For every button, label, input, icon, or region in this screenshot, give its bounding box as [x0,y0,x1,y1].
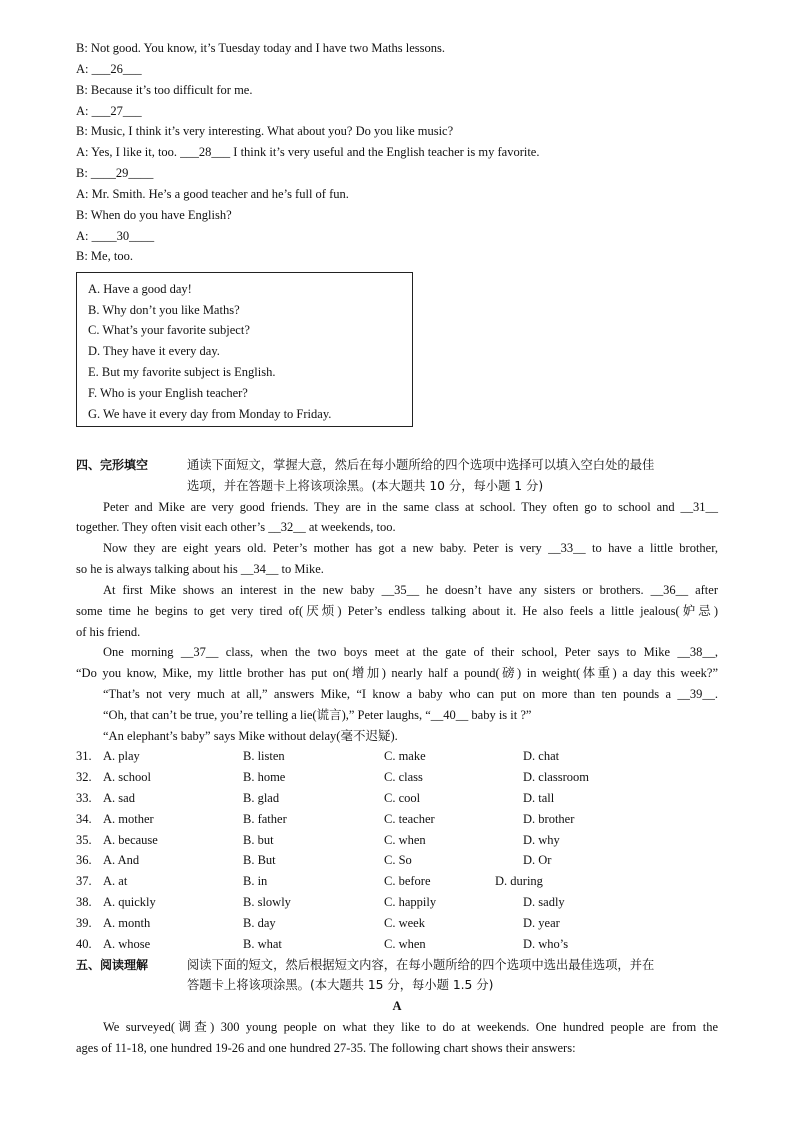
option-d: D. Or [523,853,552,867]
option-a: A. school [103,770,151,784]
question-number: 32. [76,770,92,784]
passage-line: “Do you know, Mike, my little brother has put on(增加) nearly half a pound(磅) in weight(体重) a day this week?” [76,666,718,680]
option-b: B. father [243,812,287,826]
question-number: 40. [76,937,92,951]
option-a: A. at [103,874,128,888]
option-c: C. before [384,874,431,888]
option-item: G. We have it every day from Monday to Friday. [88,407,332,421]
question-number: 33. [76,791,92,805]
option-c: C. cool [384,791,421,805]
option-item: E. But my favorite subject is English. [88,365,276,379]
option-b: B. home [243,770,286,784]
option-b: B. but [243,833,274,847]
passage-line: some time he begins to get very tired of(厌烦) Peter’s endless talking about it. He also feels a little jealous(妒忌) [76,604,718,618]
option-d: D. why [523,833,560,847]
option-c: C. when [384,937,426,951]
dialogue-line: A: Yes, I like it, too. ___28___ I think it’s very useful and the English teacher is my favorite. [76,145,540,159]
dialogue-line: B: Me, too. [76,249,133,263]
option-b: B. what [243,937,282,951]
option-b: B. glad [243,791,280,805]
dialogue-line: B: Because it’s too difficult for me. [76,83,253,97]
question-number: 38. [76,895,92,909]
section-instruction: 选项，并在答题卡上将该项涂黑。(本大题共 10 分，每小题 1 分) [187,479,544,493]
dialogue-line: A: Mr. Smith. He’s a good teacher and he’s full of fun. [76,187,349,201]
option-d: D. tall [523,791,555,805]
passage-line: together. They often visit each other’s __32__ at weekends, too. [76,520,396,534]
option-item: B. Why don’t you like Maths? [88,303,240,317]
dialogue-line: B: Not good. You know, it’s Tuesday today and I have two Maths lessons. [76,41,445,55]
options-box [76,272,413,427]
option-b: B. But [243,853,276,867]
option-c: C. teacher [384,812,435,826]
option-c: C. So [384,853,412,867]
section-heading: 四、完形填空 [76,458,149,472]
dialogue-line: A: ___26___ [76,62,142,76]
option-d: D. brother [523,812,575,826]
part-label: A [392,999,402,1013]
option-a: A. play [103,749,140,763]
section-instruction: 阅读下面的短文，然后根据短文内容，在每小题所给的四个选项中选出最佳选项，并在 [187,958,655,972]
option-c: C. when [384,833,426,847]
option-item: F. Who is your English teacher? [88,386,248,400]
dialogue-line: B: Music, I think it’s very interesting. What about you? Do you like music? [76,124,454,138]
question-number: 36. [76,853,92,867]
option-a: A. And [103,853,140,867]
passage-line: “That’s not very much at all,” answers Mike, “I know a baby who can put on more than ten pounds a __39__. [103,687,718,701]
question-number: 34. [76,812,92,826]
option-c: C. class [384,770,423,784]
dialogue-line: B: When do you have English? [76,208,232,222]
option-b: B. day [243,916,276,930]
option-c: C. week [384,916,425,930]
passage-line: ages of 11-18, one hundred 19-26 and one hundred 27-35. The following chart shows their answers: [76,1041,576,1055]
option-item: A. Have a good day! [88,282,192,296]
option-a: A. whose [103,937,151,951]
section-instruction: 通读下面短文，掌握大意，然后在每小题所给的四个选项中选择可以填入空白处的最佳 [187,458,655,472]
option-a: A. sad [103,791,135,805]
question-number: 31. [76,749,92,763]
section-heading: 五、阅读理解 [76,958,149,972]
option-b: B. listen [243,749,285,763]
option-a: A. quickly [103,895,156,909]
option-b: B. slowly [243,895,291,909]
passage-line: We surveyed(调查) 300 young people on what they like to do at weekends. One hundred people are from the [103,1020,718,1034]
passage-line: Now they are eight years old. Peter’s mother has got a new baby. Peter is very __33__ to have a little brother, [103,541,718,555]
option-d: D. during [495,874,543,888]
passage-line: One morning __37__ class, when the two boys meet at the gate of their school, Peter says to Mike __38__, [103,645,718,659]
option-item: D. They have it every day. [88,344,220,358]
option-d: D. chat [523,749,560,763]
option-c: C. make [384,749,426,763]
option-b: B. in [243,874,268,888]
passage-line: so he is always talking about his __34__ to Mike. [76,562,324,576]
passage-line: “Oh, that can’t be true, you’re telling a lie(谎言),” Peter laughs, “__40__ baby is it ?” [103,708,532,722]
question-number: 35. [76,833,92,847]
option-d: D. who’s [523,937,569,951]
option-a: A. month [103,916,151,930]
option-c: C. happily [384,895,437,909]
option-a: A. because [103,833,158,847]
dialogue-line: A: ____30____ [76,229,155,243]
option-d: D. classroom [523,770,589,784]
option-item: C. What’s your favorite subject? [88,323,250,337]
question-number: 39. [76,916,92,930]
passage-line: At first Mike shows an interest in the new baby __35__ he doesn’t have any sisters or brothers. __36__ after [103,583,718,597]
question-number: 37. [76,874,92,888]
option-a: A. mother [103,812,154,826]
option-d: D. sadly [523,895,565,909]
section-instruction: 答题卡上将该项涂黑。(本大题共 15 分，每小题 1.5 分) [187,978,494,992]
dialogue-line: A: ___27___ [76,104,142,118]
option-d: D. year [523,916,560,930]
dialogue-line: B: ____29____ [76,166,154,180]
passage-line: of his friend. [76,625,141,639]
passage-line: Peter and Mike are very good friends. They are in the same class at school. They often go to school and __31__ [103,500,718,514]
passage-line: “An elephant’s baby” says Mike without delay(毫不迟疑). [103,729,398,743]
